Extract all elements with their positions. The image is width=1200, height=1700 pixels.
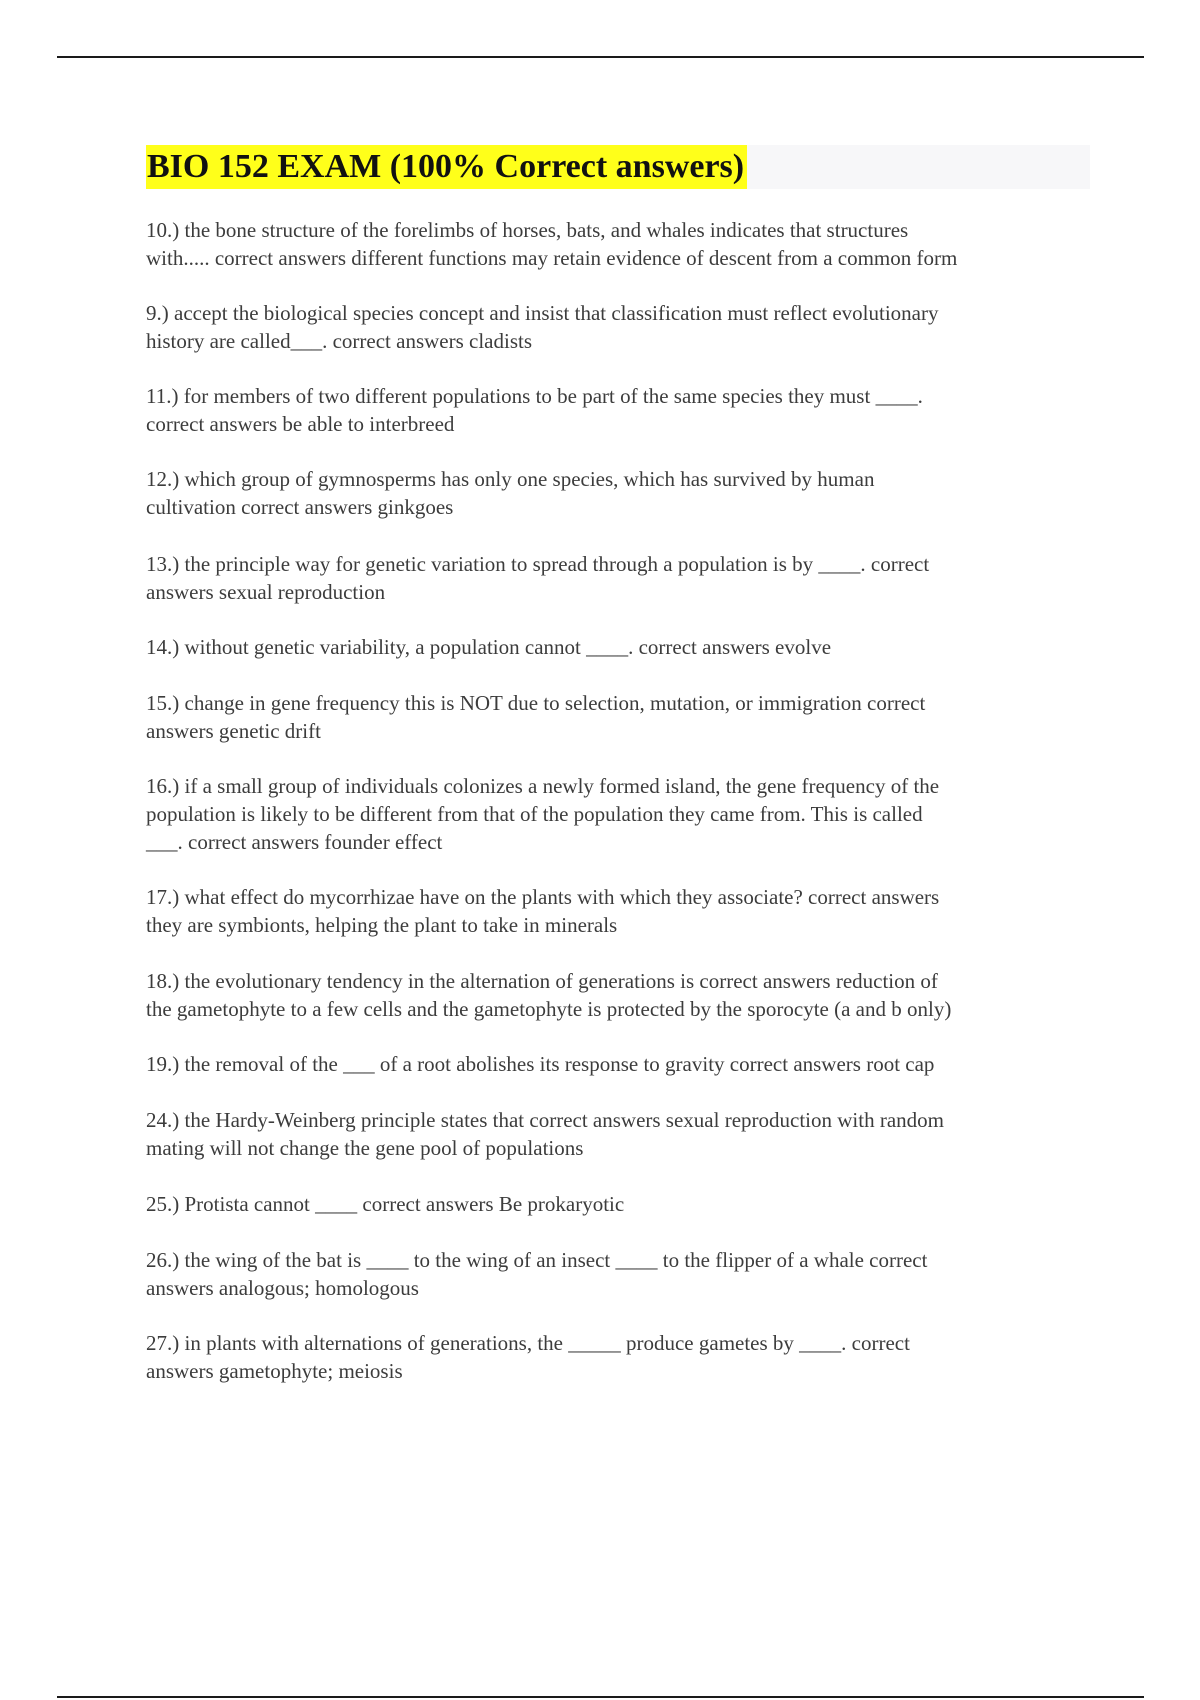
question-line: 19.) the removal of the ___ of a root abolishes its response to gravity correct answers root cap	[146, 1052, 935, 1076]
question-line: population is likely to be different from that of the population they came from. This is called	[146, 802, 923, 826]
question-line: 12.) which group of gymnosperms has only one species, which has survived by human	[146, 467, 875, 491]
question-item	[146, 883, 1086, 939]
question-line: 14.) without genetic variability, a population cannot ____. correct answers evolve	[146, 635, 832, 659]
question-line: answers genetic drift	[146, 719, 321, 743]
page-title: BIO 152 EXAM (100% Correct answers)	[146, 145, 747, 189]
question-line: they are symbionts, helping the plant to take in minerals	[146, 913, 618, 937]
question-line: ___. correct answers founder effect	[146, 830, 443, 854]
question-line: 25.) Protista cannot ____ correct answers Be prokaryotic	[146, 1192, 625, 1216]
question-item	[146, 299, 1086, 355]
question-item	[146, 633, 1086, 661]
question-line: mating will not change the gene pool of populations	[146, 1136, 584, 1160]
question-line: history are called___. correct answers cladists	[146, 329, 533, 353]
question-line: 11.) for members of two different populations to be part of the same species they must ____.	[146, 384, 923, 408]
question-line: 26.) the wing of the bat is ____ to the wing of an insect ____ to the flipper of a whale correct	[146, 1248, 928, 1272]
question-item	[146, 550, 1086, 606]
question-line: the gametophyte to a few cells and the gametophyte is protected by the sporocyte (a and b only)	[146, 997, 952, 1021]
question-item	[146, 465, 1086, 521]
question-item	[146, 1329, 1086, 1385]
question-item	[146, 1190, 1086, 1218]
question-item	[146, 689, 1086, 745]
question-line: 9.) accept the biological species concept and insist that classification must reflect evolutionary	[146, 301, 939, 325]
question-item	[146, 967, 1086, 1023]
question-item	[146, 772, 1086, 856]
question-line: 10.) the bone structure of the forelimbs of horses, bats, and whales indicates that structures	[146, 218, 909, 242]
question-line: answers analogous; homologous	[146, 1276, 419, 1300]
question-line: answers gametophyte; meiosis	[146, 1359, 403, 1383]
question-line: 24.) the Hardy-Weinberg principle states that correct answers sexual reproduction with random	[146, 1108, 944, 1132]
question-item	[146, 216, 1086, 272]
question-line: 17.) what effect do mycorrhizae have on the plants with which they associate? correct answers	[146, 885, 940, 909]
question-item	[146, 1246, 1086, 1302]
question-item	[146, 1106, 1086, 1162]
question-item	[146, 382, 1086, 438]
question-item	[146, 1050, 1086, 1078]
question-line: with..... correct answers different functions may retain evidence of descent from a common form	[146, 246, 958, 270]
question-line: answers sexual reproduction	[146, 580, 386, 604]
question-line: 15.) change in gene frequency this is NOT due to selection, mutation, or immigration correct	[146, 691, 926, 715]
question-line: 13.) the principle way for genetic variation to spread through a population is by ____. correct	[146, 552, 930, 576]
question-line: 27.) in plants with alternations of generations, the _____ produce gametes by ____. correct	[146, 1331, 910, 1355]
question-line: 18.) the evolutionary tendency in the alternation of generations is correct answers reduction of	[146, 969, 938, 993]
question-line: correct answers be able to interbreed	[146, 412, 455, 436]
question-line: cultivation correct answers ginkgoes	[146, 495, 454, 519]
bottom-rule	[57, 1696, 1144, 1698]
question-line: 16.) if a small group of individuals colonizes a newly formed island, the gene frequency of the	[146, 774, 940, 798]
